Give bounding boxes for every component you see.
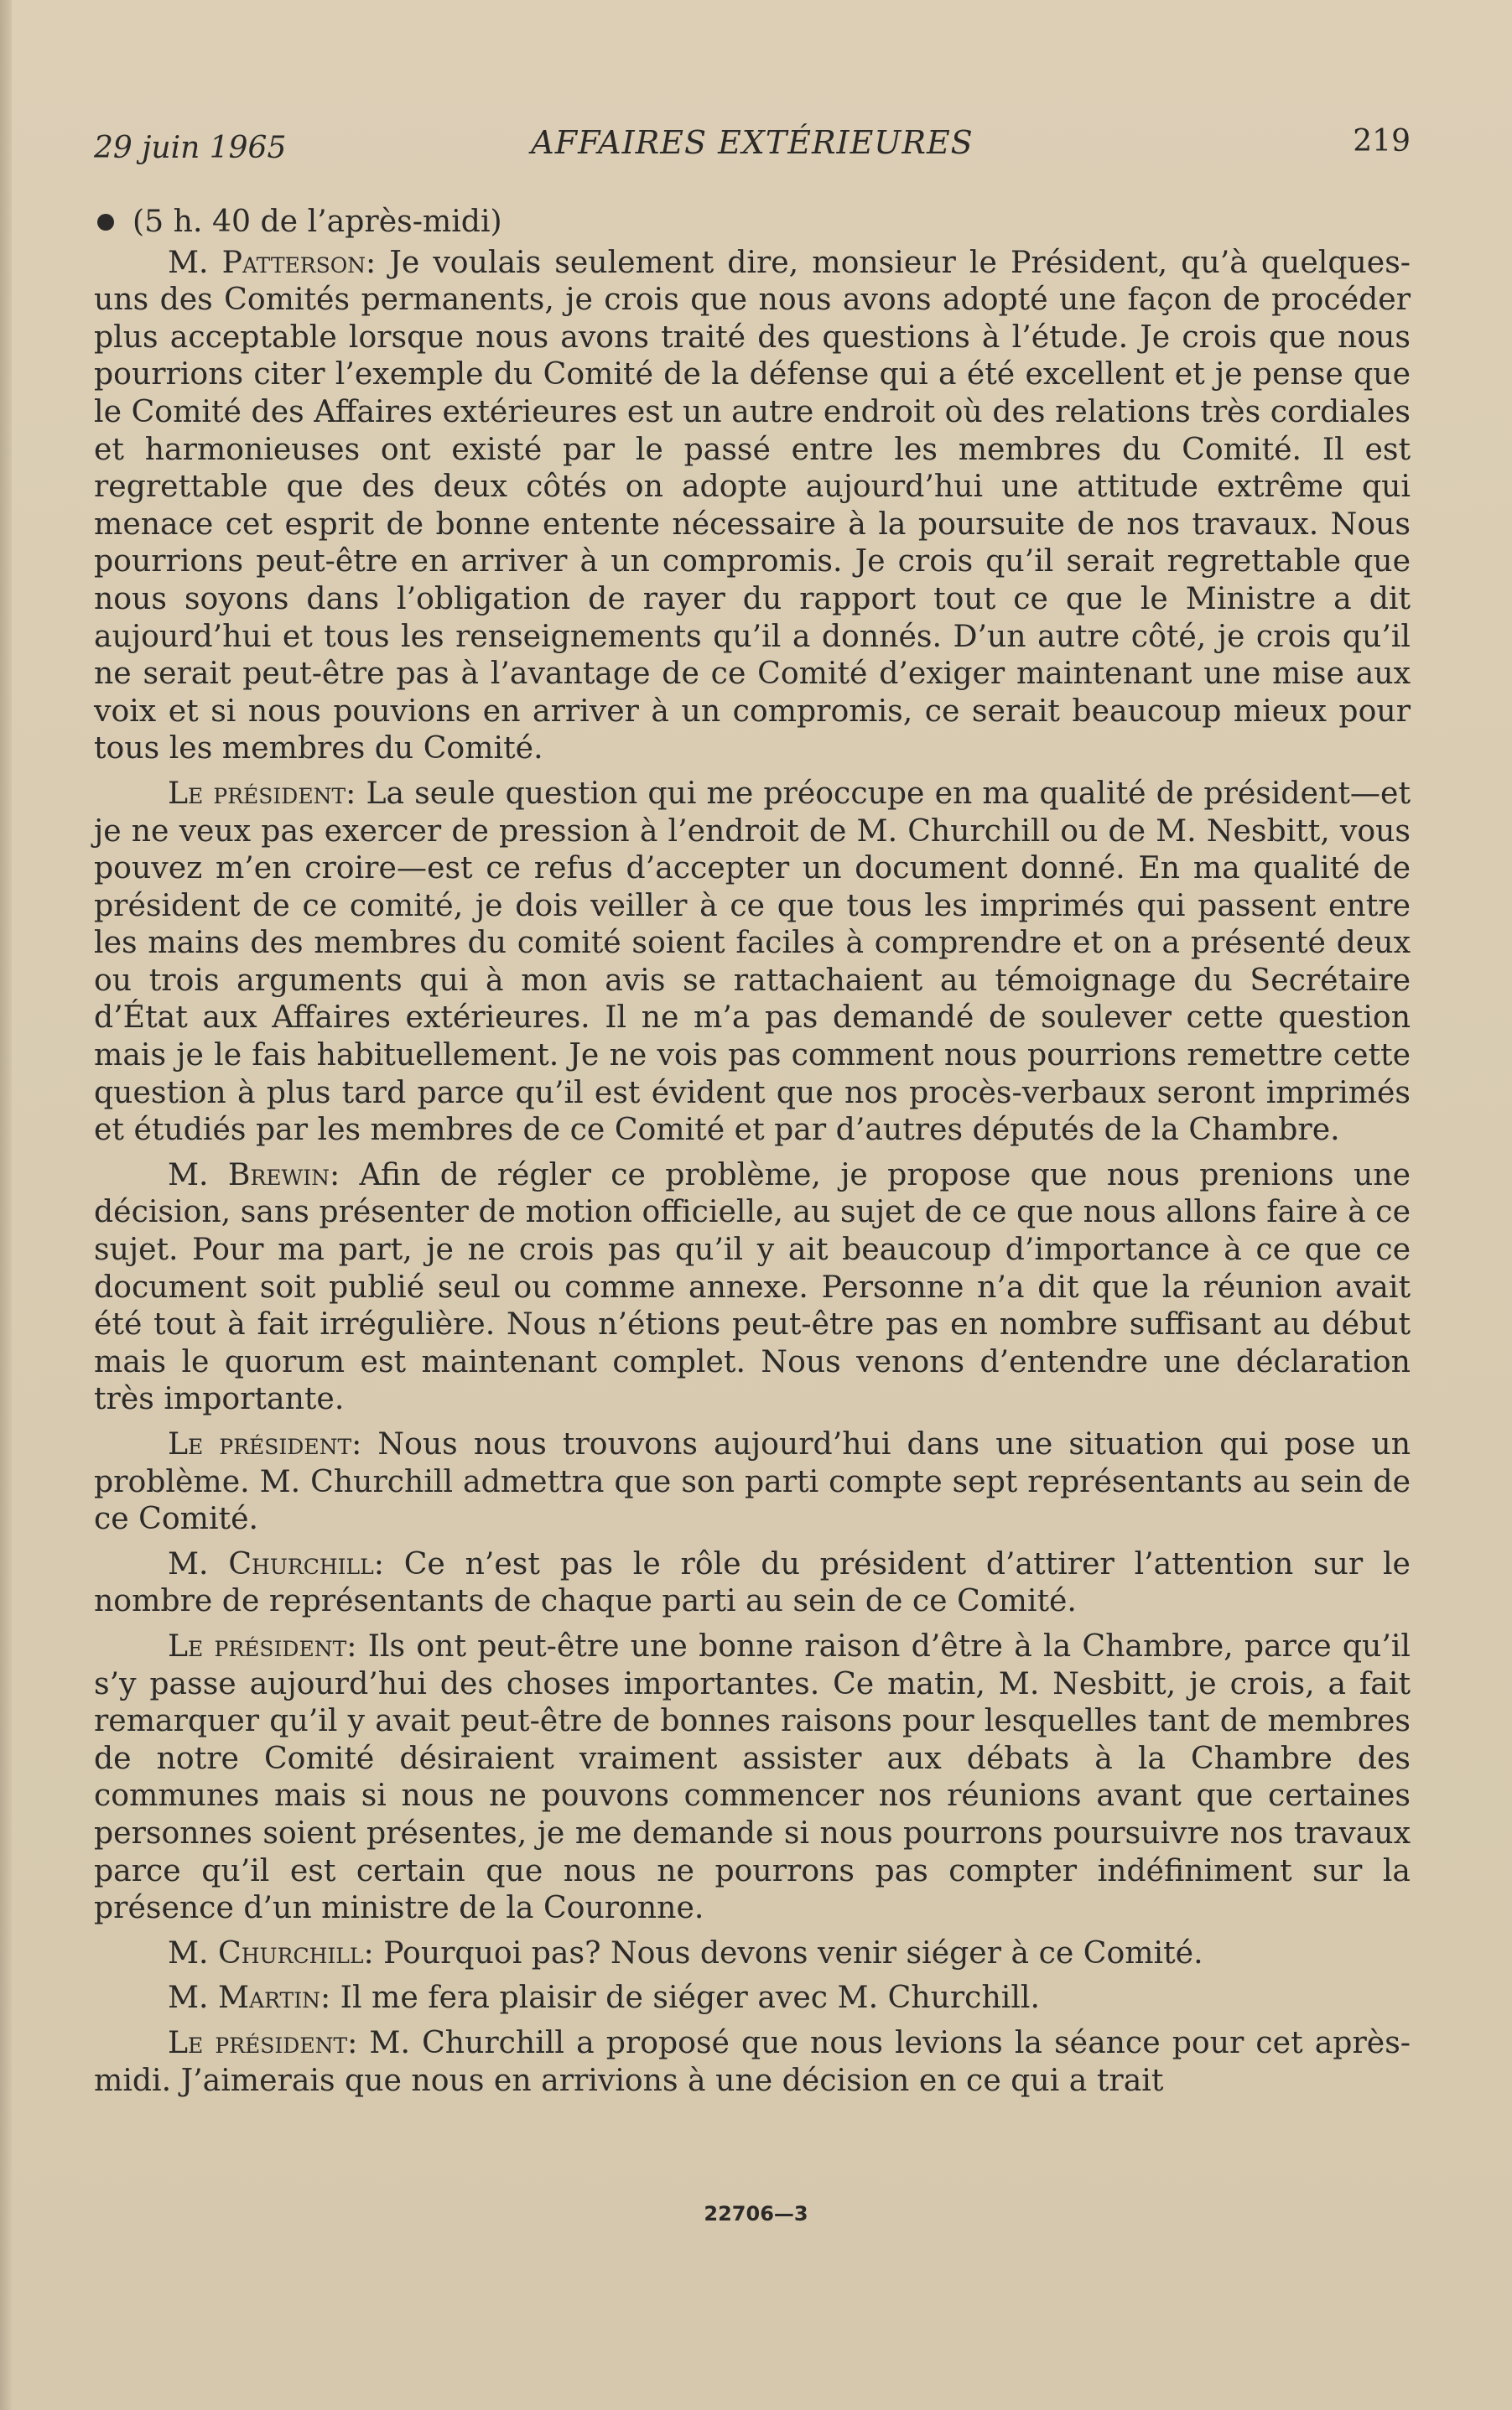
paragraph-text: Afin de régler ce problème, je propose que nous prenions une décision, sans présenter de motion officielle, au sujet de ce que nous allons faire à ce sujet. Pour ma part, je ne crois pas qu’il y ait beaucoup d’importance à ce que ce document soit publié seul ou comme annexe. Personne n’a dit que la réunion avait été tout à fait irrégulière. Nous n’étions peut-être pas en nombre suffisant au début mais le quorum est maintenant complet. Nous venons d’entendre une déclaration très importante.	[94, 1156, 1411, 1417]
paragraph-text: Ils ont peut-être une bonne raison d’être à la Chambre, parce qu’il s’y passe aujourd’hui des choses importantes. Ce matin, M. Nesbitt, je crois, a fait remarquer qu’il y avait peut-être de bonnes raisons pour lesquelles tant de membres de notre Comité désiraient vraiment assister aux débats à la Chambre des communes mais si nous ne pouvons commencer nos réunions avant que certaines personnes soient présentes, je me demande si nous pourrons poursuivre nos travaux parce qu’il est certain que nous ne pourrons pas compter indéfiniment sur la présence d’un ministre de la Couronne.	[94, 1627, 1411, 1926]
speaker-name: M. Churchill:	[168, 1934, 374, 1971]
paragraph-text: La seule question qui me préoccupe en ma qualité de président—et je ne veux pas exercer de pression à l’endroit de M. Churchill ou de M. Nesbitt, vous pouvez m’en croire—est ce refus d’accepter un document donné. En ma qualité de président de ce comité, je dois veiller à ce que tous les imprimés qui passent entre les mains des membres du comité soient faciles à comprendre et on a présenté deux ou trois arguments qui à mon avis se rattachaient au témoignage du Secrétaire d’État aux Affaires extérieures. Il ne m’a pas demandé de soulever cette question mais je le fais habituellement. Je ne vois pas comment nous pourrions remettre cette question à plus tard parce qu’il est évident que nos procès-verbaux seront imprimés et étudiés par les membres de ce Comité et par d’autres députés de la Chambre.	[94, 774, 1411, 1148]
paragraph	[94, 1935, 1411, 1972]
page-number: 219	[1353, 124, 1411, 158]
paragraph-text: Je voulais seulement dire, monsieur le Président, qu’à quelques-uns des Comités permanents, je crois que nous avons adopté une façon de procéder plus acceptable lorsque nous avons traité des questions à l’étude. Je crois que nous pourrions citer l’exemple du Comité de la défense qui a été excellent et je pense que le Comité des Affaires extérieures est un autre endroit où des relations très cordiales et harmonieuses ont existé par le passé entre les membres du Comité. Il est regrettable que des deux côtés on adopte aujourd’hui une attitude extrême qui menace cet esprit de bonne entente nécessaire à la poursuite de nos travaux. Nous pourrions peut-être en arriver à un compromis. Je crois qu’il serait regrettable que nous soyons dans l’obligation de rayer du rapport tout ce que le Ministre a dit aujourd’hui et tous les renseignements qu’il a donnés. D’un autre côté, je crois qu’il ne serait peut-être pas à l’avantage de ce Comité d’exiger maintenant une mise aux voix et si nous pouvions en arriver à un compromis, ce serait beaucoup mieux pour tous les membres du Comité.	[94, 243, 1411, 766]
speaker-name: M. Patterson:	[168, 243, 377, 280]
timestamp-text: (5 h. 40 de l’après-midi)	[132, 203, 502, 239]
paragraph	[94, 1979, 1411, 2017]
header-journal-title: AFFAIRES EXTÉRIEURES	[531, 124, 974, 161]
speaker-name: Le président:	[168, 1627, 357, 1664]
paragraph-text: M. Churchill a proposé que nous levions la séance pour cet après-midi. J’aimerais que nous en arrivions à une décision en ce qui a trait	[94, 2023, 1411, 2098]
speaker-name: Le président:	[168, 2023, 358, 2060]
paragraph	[94, 1628, 1411, 1927]
paragraph-text: Ce n’est pas le rôle du président d’attirer l’attention sur le nombre de représentants de chaque parti au sein de ce Comité.	[94, 1545, 1411, 1619]
speaker-name: M. Brewin:	[168, 1156, 340, 1192]
document-body	[94, 203, 1411, 2106]
paragraph-text: Il me fera plaisir de siéger avec M. Churchill.	[330, 1979, 1040, 2016]
paragraph-text: Pourquoi pas? Nous devons venir siéger à ce Comité.	[373, 1934, 1203, 1971]
paragraph	[94, 1426, 1411, 1538]
paragraph	[94, 775, 1411, 1149]
running-header	[94, 124, 1411, 166]
speaker-name: Le président:	[168, 774, 356, 811]
speaker-name: Le président:	[168, 1426, 362, 1462]
paragraph	[94, 2024, 1411, 2099]
printer-signature-code: 22706—3	[704, 2202, 808, 2226]
bullet-icon	[97, 214, 114, 231]
speaker-name: M. Martin:	[168, 1979, 331, 2016]
paragraph	[94, 1156, 1411, 1418]
speaker-name: M. Churchill:	[168, 1545, 384, 1582]
session-timestamp	[94, 203, 1411, 241]
paragraph-text: Nous nous trouvons aujourd’hui dans une situation qui pose un problème. M. Churchill admettra que son parti compte sept représentants au sein de ce Comité.	[94, 1426, 1411, 1537]
page-edge	[0, 0, 12, 2410]
paragraph	[94, 1545, 1411, 1620]
header-date: 29 juin 1965	[94, 131, 287, 165]
paragraph	[94, 244, 1411, 767]
